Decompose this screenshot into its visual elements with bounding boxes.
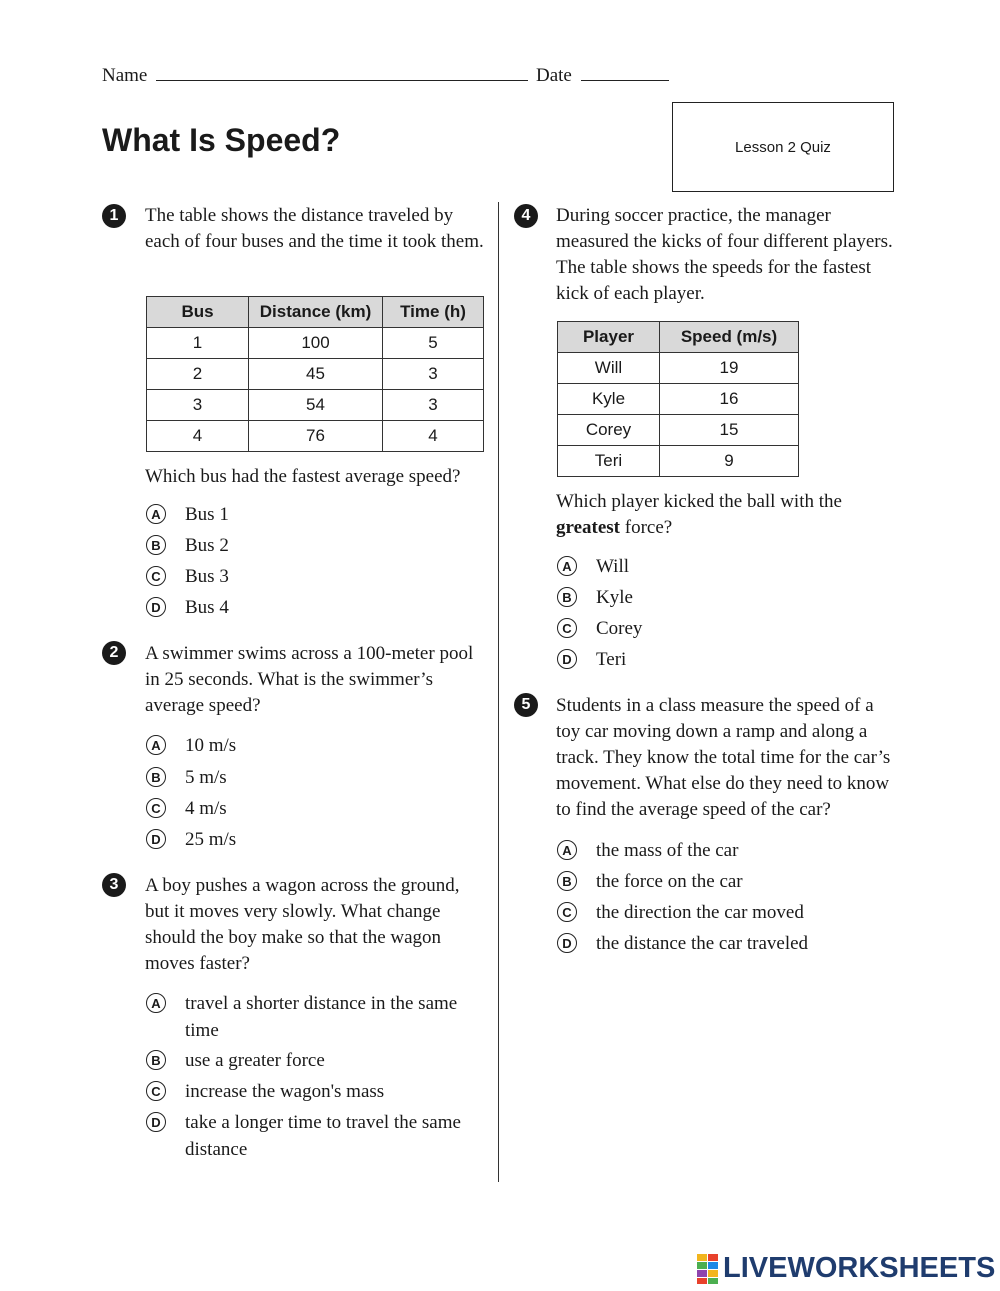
table-cell: Will bbox=[558, 353, 660, 384]
option-letter-circle[interactable]: C bbox=[146, 798, 166, 818]
answer-option-4b[interactable] bbox=[557, 584, 887, 611]
option-text: Teri bbox=[596, 649, 627, 670]
column-divider bbox=[498, 202, 499, 1182]
table-cell: 19 bbox=[660, 353, 799, 384]
question-number-4: 4 bbox=[514, 204, 538, 228]
question-number-1: 1 bbox=[102, 204, 126, 228]
option-text: 25 m/s bbox=[185, 829, 237, 850]
option-letter-circle[interactable]: C bbox=[146, 566, 166, 586]
liveworksheets-logo[interactable] bbox=[697, 1252, 995, 1285]
table-cell: 54 bbox=[249, 390, 383, 421]
option-text: take a longer time to travel the same distance bbox=[185, 1112, 461, 1160]
answer-option-2b[interactable] bbox=[146, 764, 476, 791]
table-cell: Kyle bbox=[558, 384, 660, 415]
option-letter-circle[interactable]: C bbox=[146, 1081, 166, 1101]
option-text: Kyle bbox=[596, 587, 633, 608]
option-letter-circle[interactable]: D bbox=[146, 597, 166, 617]
question-4-prompt-start: Which player kicked the ball with the bbox=[556, 491, 842, 512]
option-text: use a greater force bbox=[185, 1050, 325, 1071]
table-cell: 5 bbox=[383, 328, 484, 359]
option-letter-circle[interactable]: D bbox=[557, 649, 577, 669]
answer-option-1c[interactable] bbox=[146, 563, 476, 590]
option-letter-circle[interactable]: B bbox=[557, 871, 577, 891]
answer-option-3c[interactable] bbox=[146, 1078, 491, 1105]
answer-option-5b[interactable] bbox=[557, 868, 897, 895]
table-cell: 3 bbox=[147, 390, 249, 421]
table-header: Player bbox=[558, 322, 660, 353]
answer-option-5a[interactable] bbox=[557, 837, 897, 864]
option-text: Bus 4 bbox=[185, 597, 229, 618]
question-1-prompt: Which bus had the fastest average speed? bbox=[145, 466, 461, 487]
option-letter-circle[interactable]: C bbox=[557, 902, 577, 922]
option-letter-circle[interactable]: A bbox=[557, 840, 577, 860]
name-blank[interactable] bbox=[156, 62, 528, 81]
question-number-5: 5 bbox=[514, 693, 538, 717]
option-text: the mass of the car bbox=[596, 840, 739, 861]
answer-option-1b[interactable] bbox=[146, 532, 476, 559]
table-cell: 45 bbox=[249, 359, 383, 390]
question-2-text: A swimmer swims across a 100-meter pool in 25 seconds. What is the swimmer’s average speed? bbox=[145, 643, 474, 716]
question-4-prompt-end: force? bbox=[624, 517, 673, 538]
question-3-text: A boy pushes a wagon across the ground, but it moves very slowly. What change should the boy make so that the wagon moves faster? bbox=[145, 875, 460, 974]
name-field[interactable] bbox=[102, 62, 528, 87]
table-cell: 2 bbox=[147, 359, 249, 390]
question-4-prompt-emphasis: greatest bbox=[556, 517, 621, 538]
question-number-2: 2 bbox=[102, 641, 126, 665]
question-1-text: The table shows the distance traveled by each of four buses and the time it took them. bbox=[145, 205, 484, 252]
table-header: Speed (m/s) bbox=[660, 322, 799, 353]
answer-option-1a[interactable] bbox=[146, 501, 476, 528]
option-letter-circle[interactable]: A bbox=[146, 735, 166, 755]
player-speed-table bbox=[557, 321, 799, 477]
date-label: Date bbox=[536, 65, 572, 86]
table-row bbox=[558, 384, 799, 415]
table-row bbox=[558, 353, 799, 384]
option-text: the distance the car traveled bbox=[596, 933, 809, 954]
bus-table bbox=[146, 296, 484, 452]
page-title: What Is Speed? bbox=[102, 122, 341, 158]
option-letter-circle[interactable]: A bbox=[557, 556, 577, 576]
option-letter-circle[interactable]: B bbox=[146, 1050, 166, 1070]
option-letter-circle[interactable]: A bbox=[146, 993, 166, 1013]
table-cell: 3 bbox=[383, 359, 484, 390]
table-cell: 1 bbox=[147, 328, 249, 359]
table-cell: 16 bbox=[660, 384, 799, 415]
table-row bbox=[147, 421, 484, 452]
table-row bbox=[147, 390, 484, 421]
table-cell: Teri bbox=[558, 446, 660, 477]
table-row bbox=[558, 415, 799, 446]
table-row bbox=[558, 446, 799, 477]
logo-text: LIVEWORKSHEETS bbox=[723, 1252, 996, 1284]
option-text: Bus 1 bbox=[185, 504, 229, 525]
name-label: Name bbox=[102, 65, 148, 86]
table-cell: 100 bbox=[249, 328, 383, 359]
lesson-quiz-box bbox=[672, 102, 894, 192]
table-header: Time (h) bbox=[383, 297, 484, 328]
liveworksheets-logo-icon bbox=[697, 1254, 719, 1284]
answer-option-4a[interactable] bbox=[557, 553, 887, 580]
table-header: Distance (km) bbox=[249, 297, 383, 328]
question-4-text: During soccer practice, the manager measured the kicks of four different players. The table shows the speeds for the fastest kick of each player. bbox=[556, 205, 893, 304]
option-text: Bus 3 bbox=[185, 566, 229, 587]
question-number-3: 3 bbox=[102, 873, 126, 897]
option-text: travel a shorter distance in the same time bbox=[185, 993, 458, 1041]
option-text: Bus 2 bbox=[185, 535, 229, 556]
table-cell: 4 bbox=[147, 421, 249, 452]
option-letter-circle[interactable]: C bbox=[557, 618, 577, 638]
date-field[interactable] bbox=[536, 62, 669, 87]
option-letter-circle[interactable]: D bbox=[146, 829, 166, 849]
option-letter-circle[interactable]: B bbox=[146, 767, 166, 787]
option-letter-circle[interactable]: B bbox=[557, 587, 577, 607]
option-text: the force on the car bbox=[596, 871, 743, 892]
option-text: 10 m/s bbox=[185, 735, 237, 756]
answer-option-3d[interactable] bbox=[146, 1109, 491, 1163]
table-cell: 76 bbox=[249, 421, 383, 452]
option-text: the direction the car moved bbox=[596, 902, 804, 923]
answer-option-2c[interactable] bbox=[146, 795, 476, 822]
option-text: Corey bbox=[596, 618, 643, 639]
option-letter-circle[interactable]: D bbox=[146, 1112, 166, 1132]
table-row bbox=[147, 328, 484, 359]
answer-option-1d[interactable] bbox=[146, 594, 476, 621]
table-cell: Corey bbox=[558, 415, 660, 446]
answer-option-2d[interactable] bbox=[146, 826, 476, 853]
table-header: Bus bbox=[147, 297, 249, 328]
option-text: increase the wagon's mass bbox=[185, 1081, 385, 1102]
option-letter-circle[interactable]: D bbox=[557, 933, 577, 953]
table-cell: 9 bbox=[660, 446, 799, 477]
table-row bbox=[147, 359, 484, 390]
answer-option-3a[interactable] bbox=[146, 990, 491, 1044]
question-4-prompt bbox=[556, 489, 876, 541]
option-letter-circle[interactable]: A bbox=[146, 504, 166, 524]
option-text: 4 m/s bbox=[185, 798, 227, 819]
option-text: Will bbox=[596, 556, 630, 577]
table-cell: 3 bbox=[383, 390, 484, 421]
answer-option-3b[interactable] bbox=[146, 1047, 491, 1074]
answer-option-4c[interactable] bbox=[557, 615, 887, 642]
table-cell: 4 bbox=[383, 421, 484, 452]
answer-option-5c[interactable] bbox=[557, 899, 897, 926]
option-text: 5 m/s bbox=[185, 767, 227, 788]
option-letter-circle[interactable]: B bbox=[146, 535, 166, 555]
lesson-quiz-label: Lesson 2 Quiz bbox=[735, 138, 831, 156]
question-5-text: Students in a class measure the speed of a toy car moving down a ramp and along a track. They know the total time for the car’s movement. What else do they need to know to find the average speed of the car? bbox=[556, 695, 891, 820]
answer-option-5d[interactable] bbox=[557, 930, 897, 957]
date-blank[interactable] bbox=[581, 62, 669, 81]
table-cell: 15 bbox=[660, 415, 799, 446]
answer-option-2a[interactable] bbox=[146, 732, 476, 759]
answer-option-4d[interactable] bbox=[557, 646, 887, 673]
